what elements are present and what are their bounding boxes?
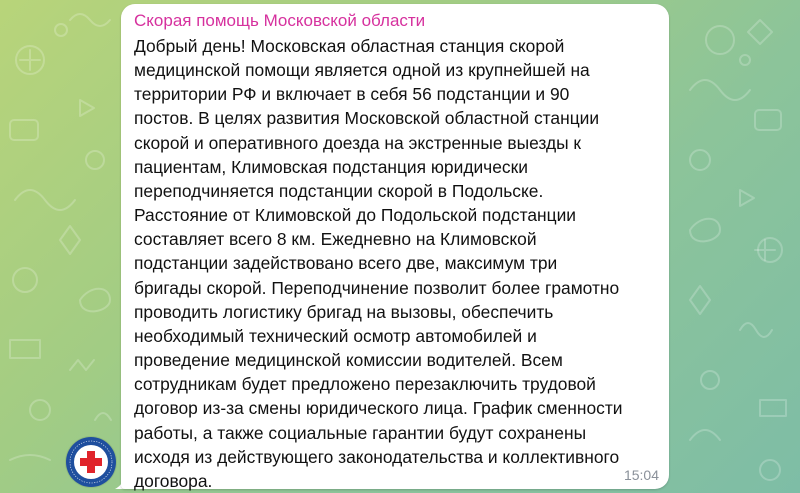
red-cross-logo-icon: [66, 437, 116, 487]
channel-avatar[interactable]: [66, 437, 116, 487]
message-line: исходя из действующего законодательства и коллективного: [134, 446, 620, 467]
message-time: 15:04: [623, 467, 659, 483]
message-line: подстанции задействовано всего две, максимум три: [134, 253, 558, 274]
message-line: Добрый день! Московская областная станция скорой: [134, 36, 565, 56]
message-bubble[interactable]: [121, 4, 669, 489]
message-line: работы, а также социальные гарантии будут сохранены: [134, 422, 587, 443]
message-line: проводить логистику бригад на вызовы, обеспечить: [134, 301, 554, 322]
message-line: территории РФ и включает в себя 56 подстанции и 90: [134, 84, 570, 105]
message-line: бригады скорой. Переподчинение позволит более грамотно: [134, 277, 620, 298]
message-line: договор из-за смены юридического лица. График сменности: [134, 398, 623, 419]
message-text: [134, 34, 659, 493]
message-line: скорой и оперативного доезда на экстренные выезды к: [134, 132, 582, 153]
sender-name[interactable]: Скорая помощь Московской области: [134, 11, 426, 30]
message-line: постов. В целях развития Московской областной станции: [134, 108, 600, 129]
message-line: составляет всего 8 км. Ежедневно на Климовской: [134, 229, 537, 250]
message-line: медицинской помощи является одной из крупнейшей на: [134, 60, 590, 81]
message-line: договора.: [134, 470, 213, 491]
message-line: переподчиняется подстанции скорой в Подольске.: [134, 180, 544, 201]
message-line: сотрудникам будет предложено перезаключить трудовой: [134, 374, 596, 395]
message-line: проведение медицинской комиссии водителей. Всем: [134, 350, 563, 371]
message-line: необходимый технический осмотр автомобилей и: [134, 325, 537, 346]
message-line: Расстояние от Климовской до Подольской подстанции: [134, 205, 577, 226]
message-line: пациентам, Климовская подстанция юридически: [134, 156, 528, 177]
